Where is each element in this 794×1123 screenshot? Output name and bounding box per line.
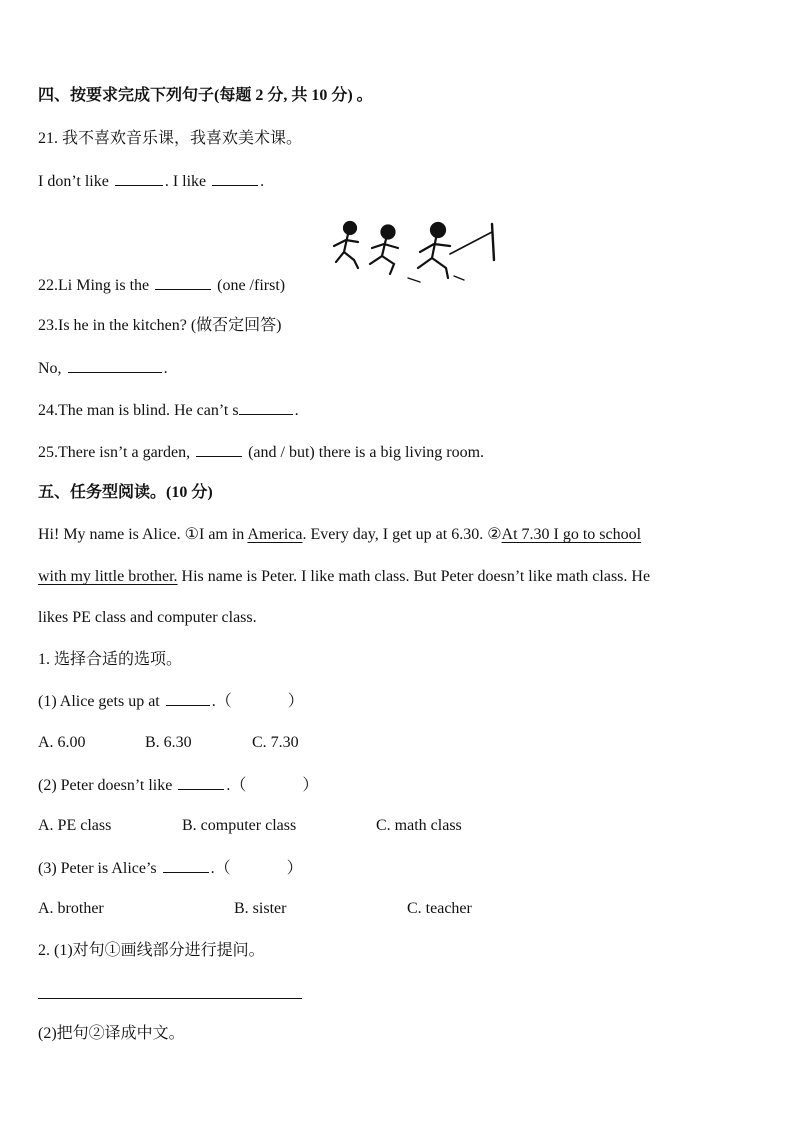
q21-sentence <box>38 171 264 192</box>
option-a[interactable]: A. 6.00 <box>38 734 86 751</box>
option-c[interactable]: C. math class <box>376 817 462 834</box>
passage-line-1 <box>38 525 641 545</box>
option-a[interactable]: A. PE class <box>38 817 112 834</box>
passage-line-2 <box>38 567 650 587</box>
q22-text-2: (one /first) <box>217 277 286 294</box>
task1-q3-blank[interactable] <box>163 858 209 873</box>
task-2-answer-line[interactable] <box>38 998 302 999</box>
q23-answer-suffix: . <box>163 360 168 377</box>
option-c[interactable]: C. teacher <box>407 900 472 917</box>
question-close: ） <box>302 777 319 794</box>
section-5-heading: 五、任务型阅读。(10 分) <box>38 484 213 501</box>
q23-answer <box>38 358 168 379</box>
q22-blank[interactable] <box>155 275 211 290</box>
q23-answer-prefix: No, <box>38 360 62 377</box>
q24-text-2: . <box>294 402 299 419</box>
question-tail: .（ <box>210 860 231 877</box>
q24-blank[interactable] <box>239 400 293 415</box>
section-4-heading: 四、按要求完成下列句子(每题 2 分, 共 10 分) 。 <box>38 87 373 104</box>
task1-q2-blank[interactable] <box>178 775 224 790</box>
task1-q1 <box>38 691 304 712</box>
passage-text: . Every day, I get up at 6.30. ② <box>302 526 502 543</box>
task1-q1-options <box>38 733 738 753</box>
task-2-q1: 2. (1)对句①画线部分进行提问。 <box>38 942 265 959</box>
q21-blank-2[interactable] <box>212 171 258 186</box>
q25-text-2: (and / but) there is a big living room. <box>248 444 485 461</box>
q22-text-1: 22.Li Ming is the <box>38 277 150 294</box>
q23-prompt: 23.Is he in the kitchen? (做否定回答) <box>38 317 282 334</box>
task1-q2-options <box>38 816 738 836</box>
underlined-sentence-2: At 7.30 I go to school <box>501 526 642 543</box>
task-1-title: 1. 选择合适的选项。 <box>38 651 183 668</box>
task-2-q2: (2)把句②译成中文。 <box>38 1025 185 1042</box>
q25-text-1: 25.There isn’t a garden, <box>38 444 191 461</box>
question-stem: (2) Peter doesn’t like <box>38 777 173 794</box>
q25-sentence <box>38 442 484 463</box>
option-b[interactable]: B. computer class <box>182 817 297 834</box>
passage-line-3: likes PE class and computer class. <box>38 609 257 626</box>
question-stem: (3) Peter is Alice’s <box>38 860 157 877</box>
q24-sentence <box>38 400 299 421</box>
q22-sentence <box>38 275 285 296</box>
underlined-sentence-2-cont: with my little brother. <box>38 568 178 585</box>
passage-text: Hi! My name is Alice. ①I am in <box>38 526 248 543</box>
question-tail: .（ <box>226 777 247 794</box>
q23-blank[interactable] <box>68 358 162 373</box>
option-a[interactable]: A. brother <box>38 900 104 917</box>
q21-text-1: I don’t like <box>38 173 109 190</box>
task1-q2 <box>38 775 318 796</box>
underlined-america: America <box>247 526 303 543</box>
q21-text-3: . <box>260 173 265 190</box>
q21-prompt: 21. 我不喜欢音乐课，我喜欢美术课。 <box>38 130 303 147</box>
q21-text-2: . I like <box>164 173 207 190</box>
question-close: ） <box>286 860 303 877</box>
task1-q1-blank[interactable] <box>166 691 210 706</box>
passage-text: His name is Peter. I like math class. But Peter doesn’t like math class. He <box>177 568 651 585</box>
option-c[interactable]: C. 7.30 <box>252 734 299 751</box>
question-tail: .（ <box>211 693 232 710</box>
q21-blank-1[interactable] <box>115 171 163 186</box>
option-b[interactable]: B. 6.30 <box>145 734 192 751</box>
q24-text-1: 24.The man is blind. He can’t s <box>38 402 239 419</box>
option-b[interactable]: B. sister <box>234 900 287 917</box>
q25-blank[interactable] <box>196 442 242 457</box>
question-stem: (1) Alice gets up at <box>38 693 160 710</box>
question-close: ） <box>287 693 304 710</box>
task1-q3 <box>38 858 303 879</box>
task1-q3-options <box>38 899 738 919</box>
running-race-icon <box>324 218 504 286</box>
